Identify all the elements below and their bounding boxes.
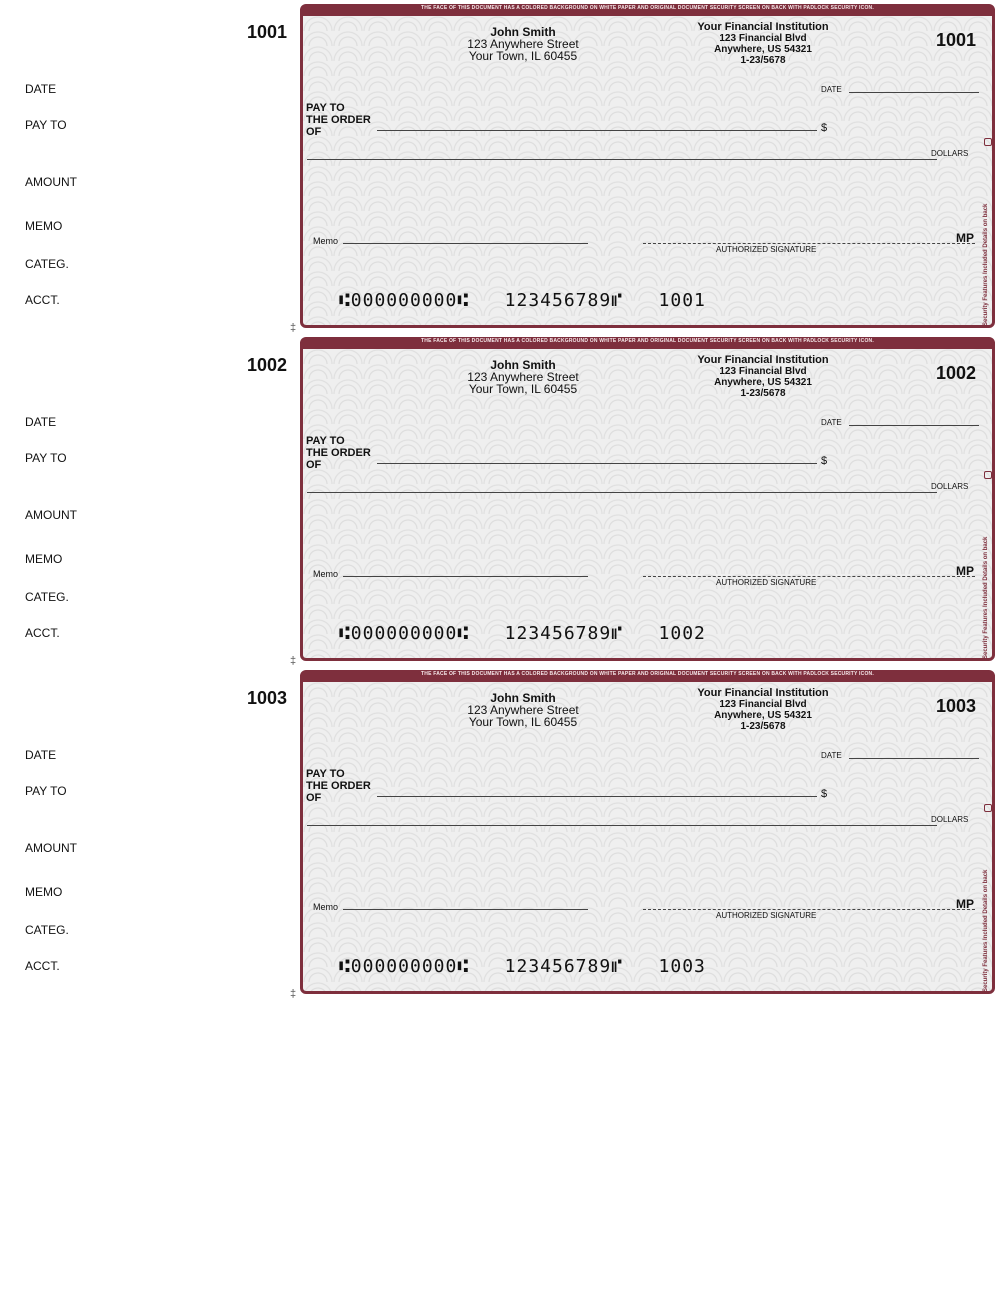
date-line[interactable]: [849, 425, 979, 426]
perforation-tick: ‡: [290, 988, 297, 1000]
stub-check-number: 1002: [247, 355, 288, 375]
micr-routing: ⑆000000000⑆: [339, 290, 470, 311]
stub-check-number: 1001: [247, 22, 288, 42]
micr-account: 123456789⑈: [504, 623, 623, 644]
stub-payto-label: PAY TO: [25, 118, 67, 132]
memo-label: Memo: [313, 902, 339, 912]
dollars-label: DOLLARS: [931, 149, 969, 158]
stub-payto-label: PAY TO: [25, 451, 67, 465]
memo-label: Memo: [313, 236, 339, 246]
check-number: 1003: [935, 696, 976, 716]
security-side-text: Security Features Included Details on back: [983, 869, 989, 992]
security-banner: THE FACE OF THIS DOCUMENT HAS A COLORED BACKGROUND ON WHITE PAPER AND ORIGINAL DOCUMENT SECURITY SCREEN ON BACK WITH PADLOCK SECURITY ICON.: [421, 671, 874, 677]
date-label: DATE: [821, 85, 842, 94]
pay-to-label: PAY TO THE ORDER OF: [306, 768, 371, 804]
micr-routing: ⑆000000000⑆: [339, 623, 470, 644]
dollar-sign: $: [821, 122, 828, 134]
stub-memo-label: MEMO: [25, 885, 63, 899]
bank-city: Anywhere, US 54321: [714, 710, 812, 721]
signature-label: AUTHORIZED SIGNATURE: [716, 578, 817, 587]
security-banner: THE FACE OF THIS DOCUMENT HAS A COLORED BACKGROUND ON WHITE PAPER AND ORIGINAL DOCUMENT SECURITY SCREEN ON BACK WITH PADLOCK SECURITY ICON.: [421, 5, 874, 11]
mp-mark: MP: [956, 231, 974, 245]
stub-categ-label: CATEG.: [25, 590, 69, 604]
amount-words-line[interactable]: [307, 825, 937, 826]
memo-line[interactable]: [343, 576, 588, 577]
padlock-icon: [984, 138, 992, 146]
check-row-3: [0, 666, 1000, 1000]
dollars-label: DOLLARS: [931, 815, 969, 824]
stub-acct-label: ACCT.: [25, 293, 60, 307]
security-banner: THE FACE OF THIS DOCUMENT HAS A COLORED BACKGROUND ON WHITE PAPER AND ORIGINAL DOCUMENT SECURITY SCREEN ON BACK WITH PADLOCK SECURITY ICON.: [421, 338, 874, 344]
micr-routing: ⑆000000000⑆: [339, 956, 470, 977]
date-line[interactable]: [849, 758, 979, 759]
mp-mark: MP: [956, 897, 974, 911]
stub-memo-label: MEMO: [25, 219, 63, 233]
stub-acct-label: ACCT.: [25, 626, 60, 640]
bank-street: 123 Financial Blvd: [719, 33, 807, 44]
dollars-label: DOLLARS: [931, 482, 969, 491]
stub-payto-label: PAY TO: [25, 784, 67, 798]
stub-acct-label: ACCT.: [25, 959, 60, 973]
dollar-sign: $: [821, 455, 828, 467]
stub-amount-label: AMOUNT: [25, 841, 77, 855]
micr-check-number: 1002: [658, 623, 706, 644]
stub-categ-label: CATEG.: [25, 923, 69, 937]
owner-name: John Smith: [490, 25, 556, 39]
micr-check-number: 1001: [658, 290, 706, 311]
micr-account: 123456789⑈: [504, 956, 623, 977]
memo-line[interactable]: [343, 243, 588, 244]
check-face: [300, 4, 995, 328]
bank-street: 123 Financial Blvd: [719, 366, 807, 377]
bank-block: [693, 688, 833, 732]
payee-line[interactable]: [377, 130, 817, 131]
stub-amount-label: AMOUNT: [25, 175, 77, 189]
signature-line[interactable]: [643, 576, 975, 577]
stub-categ-label: CATEG.: [25, 257, 69, 271]
payee-line[interactable]: [377, 463, 817, 464]
bank-name: Your Financial Institution: [697, 687, 829, 699]
signature-label: AUTHORIZED SIGNATURE: [716, 245, 817, 254]
dollar-sign: $: [821, 788, 828, 800]
micr-line: [339, 290, 706, 311]
mp-mark: MP: [956, 564, 974, 578]
payee-line[interactable]: [377, 796, 817, 797]
bank-block: [693, 355, 833, 399]
perforation-tick: ‡: [290, 655, 297, 667]
bank-city: Anywhere, US 54321: [714, 44, 812, 55]
owner-name: John Smith: [490, 358, 556, 372]
micr-account: 123456789⑈: [504, 290, 623, 311]
stub-amount-label: AMOUNT: [25, 508, 77, 522]
owner-name: John Smith: [490, 691, 556, 705]
signature-label: AUTHORIZED SIGNATURE: [716, 911, 817, 920]
date-line[interactable]: [849, 92, 979, 93]
amount-words-line[interactable]: [307, 492, 937, 493]
owner-city: Your Town, IL 60455: [468, 382, 578, 396]
owner-street: 123 Anywhere Street: [467, 37, 579, 51]
amount-words-line[interactable]: [307, 159, 937, 160]
pay-to-label: PAY TO THE ORDER OF: [306, 435, 371, 471]
micr-check-number: 1003: [658, 956, 706, 977]
owner-block: [303, 26, 743, 62]
stub-date-label: DATE: [25, 82, 57, 96]
pay-to-label: PAY TO THE ORDER OF: [306, 102, 371, 138]
signature-line[interactable]: [643, 243, 975, 244]
perforation-tick: ‡: [290, 322, 297, 334]
owner-street: 123 Anywhere Street: [467, 703, 579, 717]
padlock-icon: [984, 804, 992, 812]
date-label: DATE: [821, 418, 842, 427]
micr-line: [339, 956, 706, 977]
bank-name: Your Financial Institution: [697, 354, 829, 366]
bank-block: [693, 22, 833, 66]
check-face: [300, 337, 995, 661]
check-number: 1001: [935, 30, 976, 50]
memo-line[interactable]: [343, 909, 588, 910]
memo-label: Memo: [313, 569, 339, 579]
bank-city: Anywhere, US 54321: [714, 377, 812, 388]
owner-city: Your Town, IL 60455: [468, 49, 578, 63]
date-label: DATE: [821, 751, 842, 760]
security-side-text: Security Features Included Details on back: [983, 203, 989, 326]
check-row-2: [0, 333, 1000, 667]
stub-memo-label: MEMO: [25, 552, 63, 566]
owner-block: [303, 692, 743, 728]
stub-check-number: 1003: [247, 688, 288, 708]
signature-line[interactable]: [643, 909, 975, 910]
check-number: 1002: [935, 363, 976, 383]
routing-fraction: 1-23/5678: [740, 55, 786, 66]
check-row-1: [0, 0, 1000, 334]
stub-date-label: DATE: [25, 748, 57, 762]
micr-line: [339, 623, 706, 644]
owner-street: 123 Anywhere Street: [467, 370, 579, 384]
owner-block: [303, 359, 743, 395]
routing-fraction: 1-23/5678: [740, 388, 786, 399]
stub-date-label: DATE: [25, 415, 57, 429]
padlock-icon: [984, 471, 992, 479]
routing-fraction: 1-23/5678: [740, 721, 786, 732]
bank-street: 123 Financial Blvd: [719, 699, 807, 710]
security-side-text: Security Features Included Details on back: [983, 536, 989, 659]
owner-city: Your Town, IL 60455: [468, 715, 578, 729]
bank-name: Your Financial Institution: [697, 21, 829, 33]
check-face: [300, 670, 995, 994]
